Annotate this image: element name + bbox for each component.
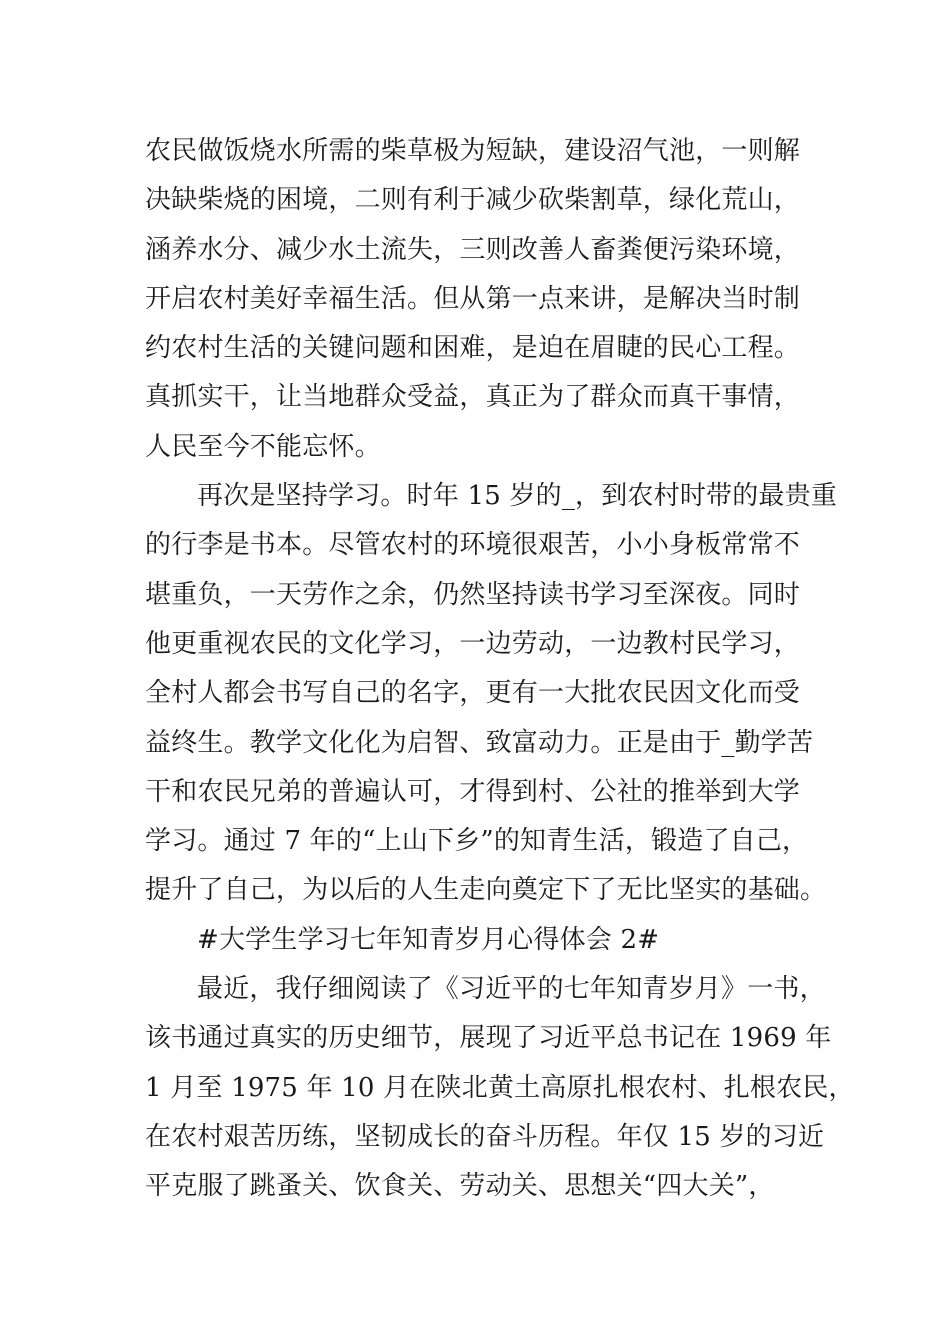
text-line: 开启农村美好幸福生活。但从第一点来讲，是解决当时制: [145, 283, 801, 314]
text-line: 人民至今不能忘怀。: [145, 431, 381, 462]
paragraph-first-line: 再次是坚持学习。时年 15 岁的_，到农村时带的最贵重: [197, 481, 838, 512]
text-line: 该书通过真实的历史细节，展现了习近平总书记在 1969 年: [145, 1023, 832, 1054]
text-line: 约农村生活的关键问题和困难，是迫在眉睫的民心工程。: [145, 333, 801, 364]
text-line: 的行李是书本。尽管农村的环境很艰苦，小小身板常常不: [145, 530, 801, 561]
text-line: 在农村艰苦历练，坚韧成长的奋斗历程。年仅 15 岁的习近: [145, 1121, 825, 1152]
paragraph-first-line: 最近，我仔细阅读了《习近平的七年知青岁月》一书，: [197, 974, 826, 1005]
document-body: [145, 127, 855, 1212]
text-line: 1 月至 1975 年 10 月在陕北黄土高原扎根农村、扎根农民，: [145, 1072, 855, 1103]
text-line: 真抓实干，让当地群众受益，真正为了群众而真干事情，: [145, 382, 801, 413]
text-line: 全村人都会书写自己的名字，更有一大批农民因文化而受: [145, 678, 801, 709]
text-line: 益终生。教学文化化为启智、致富动力。正是由于_勤学苦: [145, 727, 814, 758]
text-line: 决缺柴烧的困境，二则有利于减少砍柴割草，绿化荒山，: [145, 185, 801, 216]
section-heading: #大学生学习七年知青岁月心得体会 2#: [197, 924, 660, 955]
text-line: 提升了自己，为以后的人生走向奠定下了无比坚实的基础。: [145, 875, 827, 906]
text-line: 学习。通过 7 年的“上山下乡”的知青生活，锻造了自己，: [145, 826, 809, 857]
text-line: 涵养水分、减少水土流失，三则改善人畜粪便污染环境，: [145, 234, 801, 265]
text-line: 平克服了跳蚤关、饮食关、劳动关、思想关“四大关”，: [145, 1171, 775, 1202]
text-line: 他更重视农民的文化学习，一边劳动，一边教村民学习，: [145, 628, 801, 659]
text-line: 干和农民兄弟的普遍认可，才得到村、公社的推举到大学: [145, 776, 801, 807]
text-line: 堪重负，一天劳作之余，仍然坚持读书学习至深夜。同时: [145, 579, 801, 610]
text-line: 农民做饭烧水所需的柴草极为短缺，建设沼气池，一则解: [145, 136, 801, 166]
